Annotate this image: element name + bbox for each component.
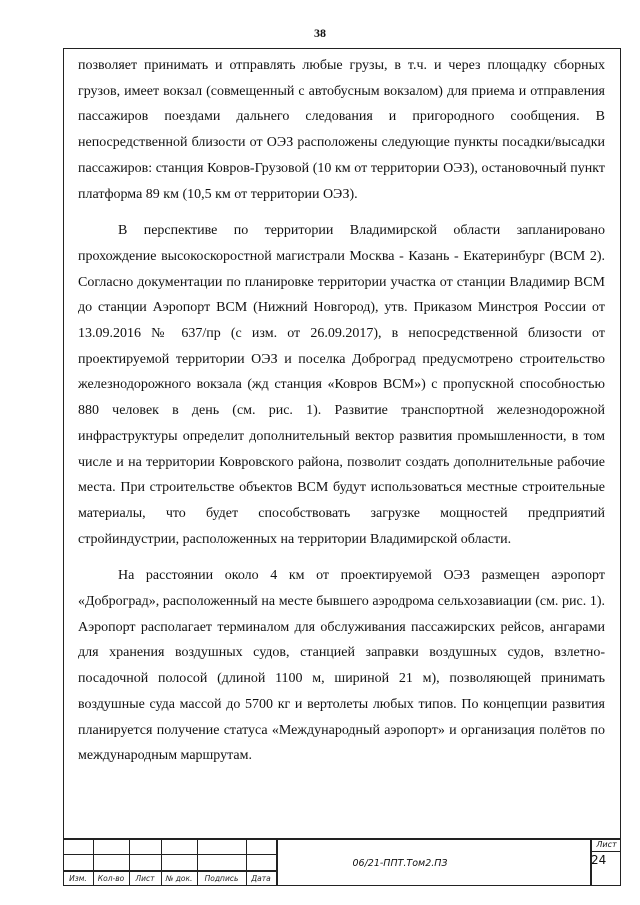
paragraph-2: В перспективе по территории Владимирской области запланировано прохождение высокоскоростной магистрали Москва - Казань - Екатеринбург (ВСМ 2). Согласно документации по планировке территории участка от станции Владимир ВСМ до станции Аэропорт ВСМ (Нижний Новгород), утв. Приказом Минстроя России от 13.09.2016 № 637/пр (с изм. от 26.09.2017), в непосредственной близости от проектируемой территории ОЭЗ и поселка Доброград предусмотрено строительство железнодорожного вокзала (жд станция «Ковров ВСМ») с пропускной способностью 880 человек в день (см. рис. 1). Развитие транспортной железнодорожной инфраструктуры определит дополнительный вектор развития промышленности, в том числе и на территории Ковровского района, позволит создать дополнительные рабочие места. При строительстве объектов ВСМ будут использоваться местные строительные материалы, что будет способствовать загрузке мощностей предприятий стройиндустрии, расположенных на территории Владимирской области.	[78, 223, 605, 547]
paragraph-3: На расстоянии около 4 км от проектируемой ОЭЗ размещен аэропорт «Доброград», расположенный на месте бывшего аэродрома сельхозавиации (см. рис. 1). Аэропорт располагает терминалом для обслуживания пассажирских рейсов, ангарами для хранения воздушных судов, станцией заправки воздушных судов, взлетно-посадочной полосой (длиной 1100 м, шириной 21 м), позволяющей принимать воздушные суда массой до 5700 кг и вертолеты любых типов. По концепции развития планируется получение статуса «Международный аэропорт» и организация полётов по международным маршрутам.	[78, 568, 605, 764]
stamp-label-signature: Подпись	[204, 874, 239, 883]
stamp-label-doc-number: № док.	[165, 874, 193, 883]
page-number: 38	[314, 26, 326, 40]
stamp-label-date: Дата	[251, 874, 271, 883]
document-code: 06/21-ППТ.Том2.ПЗ	[352, 858, 448, 869]
document-body	[78, 53, 605, 769]
sheet-number: 24	[591, 853, 607, 867]
paragraph-1: позволяет принимать и отправлять любые грузы, в т.ч. и через площадку сборных грузов, имеет вокзал (совмещенный с автобусным вокзалом) для приема и отправления пассажиров поездами дальнего следования и пригородного сообщения. В непосредственной близости от ОЭЗ расположены следующие пункты посадки/высадки пассажиров: станция Ковров-Грузовой (10 км от территории ОЭЗ), остановочный пункт платформа 89 км (10,5 км от территории ОЭЗ).	[78, 58, 605, 202]
stamp-label-sheet: Лист	[135, 874, 155, 883]
sheet-label: Лист	[596, 840, 617, 849]
stamp-label-quantity: Кол-во	[97, 874, 125, 883]
stamp-label-change: Изм.	[69, 874, 87, 883]
